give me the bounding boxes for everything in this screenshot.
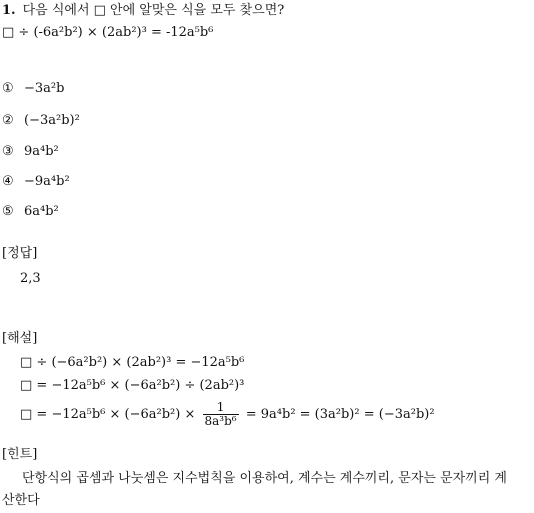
answer-value: 2,3 bbox=[20, 271, 41, 286]
answer-label: [정답] bbox=[2, 246, 38, 261]
choice-expression: −9a⁴b² bbox=[24, 174, 70, 189]
explanation-label: [해설] bbox=[2, 331, 38, 346]
choice-expression: (−3a²b)² bbox=[24, 113, 80, 128]
hint-label: [힌트] bbox=[2, 447, 38, 462]
explanation-line-2: □ = −12a⁵b⁶ × (−6a²b²) ÷ (2ab²)³ bbox=[20, 378, 245, 393]
choice-number: ① bbox=[2, 81, 14, 96]
choice-4[interactable] bbox=[2, 173, 70, 191]
fraction-numerator: 1 bbox=[203, 401, 239, 415]
question-prompt: 다음 식에서 □ 안에 알맞은 식을 모두 찾으면? bbox=[22, 3, 285, 18]
question-header bbox=[2, 2, 284, 20]
fraction bbox=[203, 401, 239, 428]
fraction-denominator: 8a³b⁶ bbox=[204, 414, 237, 428]
hint-text: 단항식의 곱셈과 나눗셈은 지수법칙을 이용하여, 계수는 계수끼리, 문자는 문자끼리 계산한다 bbox=[2, 471, 507, 508]
choice-number: ④ bbox=[2, 174, 14, 189]
choice-number: ② bbox=[2, 113, 14, 128]
explanation-line-3-suffix: = 9a⁴b² = (3a²b)² = (−3a²b)² bbox=[245, 407, 435, 422]
choice-expression: −3a²b bbox=[24, 81, 65, 96]
explanation-line-3-prefix: □ = −12a⁵b⁶ × (−6a²b²) × bbox=[20, 407, 196, 422]
choice-number: ⑤ bbox=[2, 204, 14, 219]
choice-2[interactable] bbox=[2, 112, 80, 130]
question-number: 1. bbox=[2, 3, 16, 18]
choice-5[interactable] bbox=[2, 203, 59, 221]
choice-number: ③ bbox=[2, 144, 14, 159]
explanation-line-1: □ ÷ (−6a²b²) × (2ab²)³ = −12a⁵b⁶ bbox=[20, 355, 245, 370]
question-equation: □ ÷ (-6a²b²) × (2ab²)³ = -12a⁵b⁶ bbox=[2, 25, 214, 40]
explanation-line-3 bbox=[20, 398, 435, 432]
choice-3[interactable] bbox=[2, 143, 59, 161]
choice-1[interactable] bbox=[2, 80, 64, 98]
choice-expression: 6a⁴b² bbox=[24, 204, 59, 219]
choice-expression: 9a⁴b² bbox=[24, 144, 59, 159]
